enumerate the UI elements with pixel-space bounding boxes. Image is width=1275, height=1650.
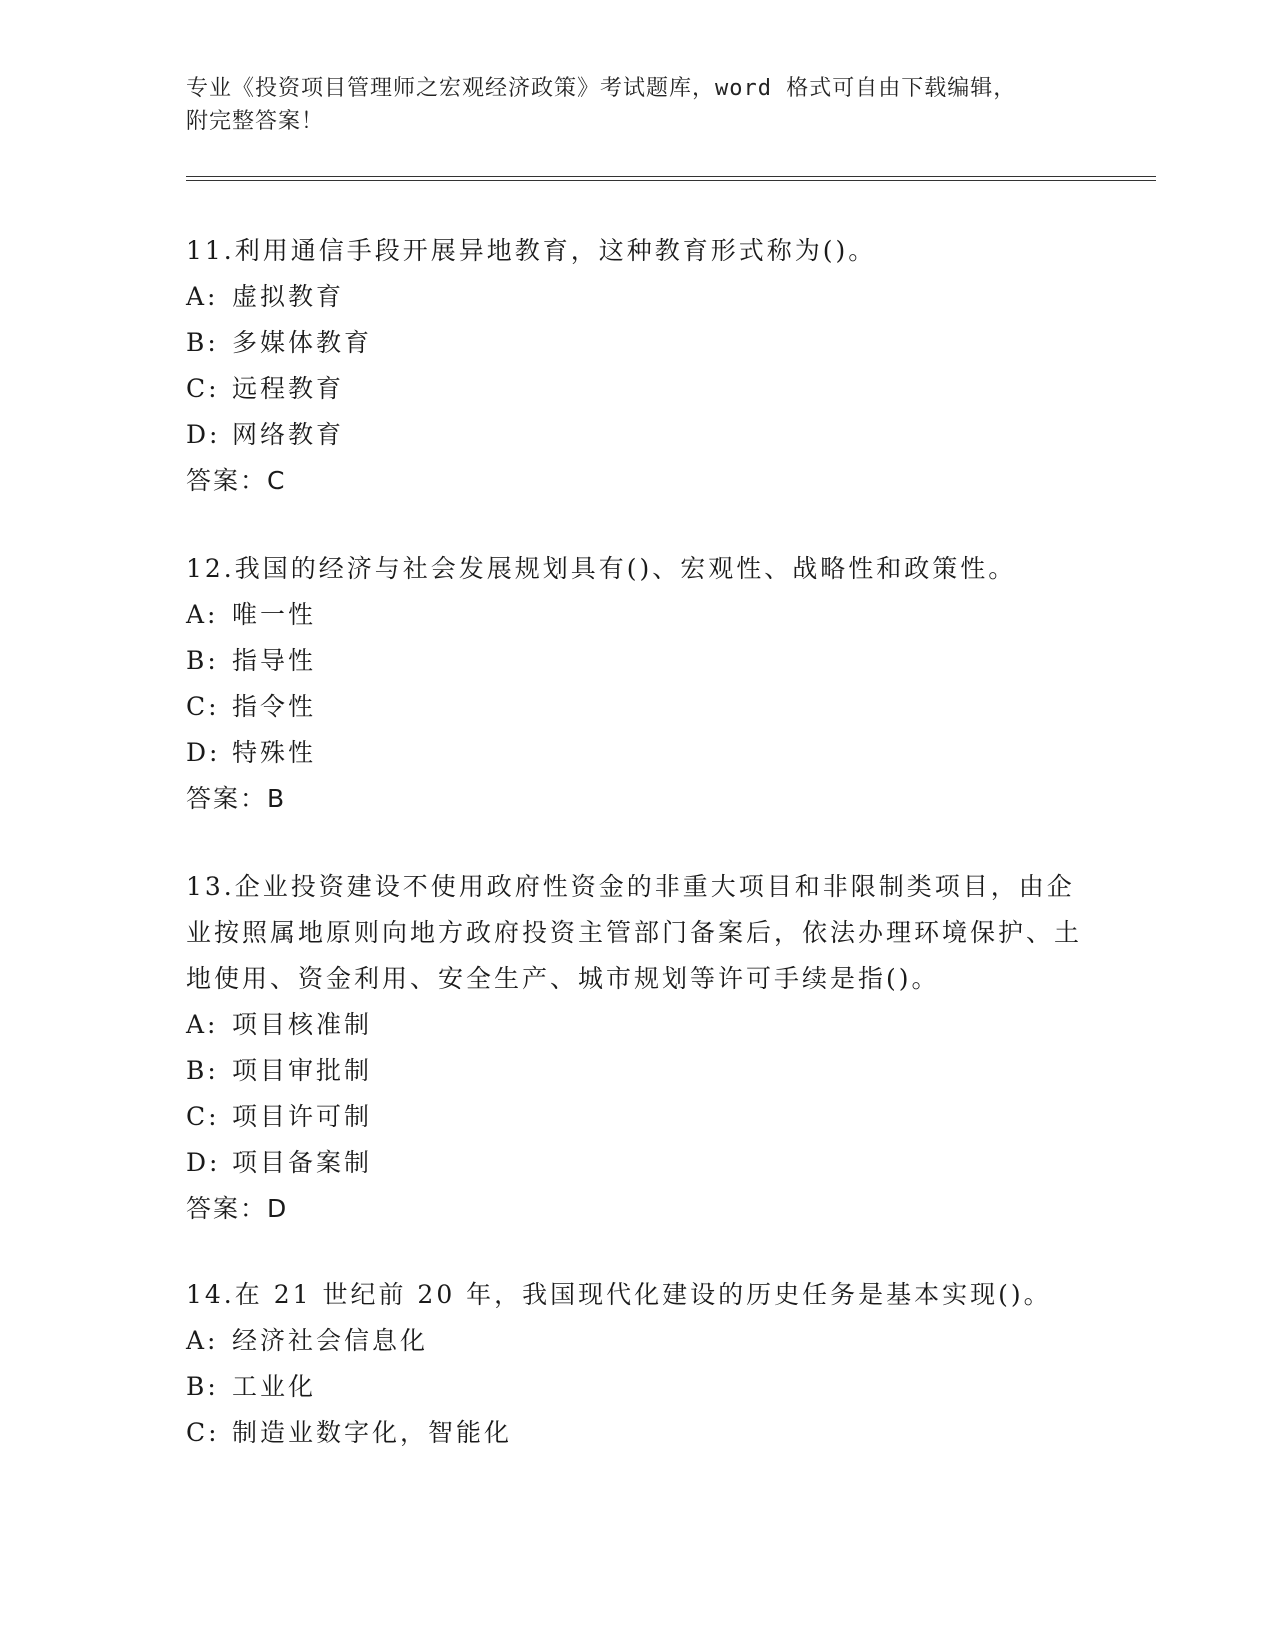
option-letter: B: bbox=[186, 328, 219, 357]
option-a bbox=[186, 1002, 1086, 1048]
option-text: 多媒体教育 bbox=[232, 328, 373, 357]
answer-line: 答案：C bbox=[186, 466, 287, 495]
option-b bbox=[186, 1048, 1086, 1094]
question-stem: 14.在 21 世纪前 20 年，我国现代化建设的历史任务是基本实现()。 bbox=[186, 1280, 1052, 1309]
answer-line: 答案：D bbox=[186, 1194, 289, 1223]
question-14 bbox=[186, 1272, 1086, 1456]
question-stem: 11.利用通信手段开展异地教育，这种教育形式称为()。 bbox=[186, 236, 877, 265]
option-text: 项目备案制 bbox=[232, 1148, 373, 1177]
option-c bbox=[186, 366, 1086, 412]
header-divider bbox=[186, 176, 1156, 181]
option-text: 制造业数字化，智能化 bbox=[232, 1418, 513, 1447]
document-header bbox=[186, 72, 1086, 138]
option-a bbox=[186, 592, 1086, 638]
option-text: 项目核准制 bbox=[232, 1010, 373, 1039]
option-text: 特殊性 bbox=[232, 738, 317, 767]
option-text: 指令性 bbox=[232, 692, 317, 721]
option-a bbox=[186, 274, 1086, 320]
option-letter: C: bbox=[186, 1102, 220, 1131]
option-c bbox=[186, 684, 1086, 730]
option-text: 虚拟教育 bbox=[232, 282, 345, 311]
option-letter: A: bbox=[186, 1010, 219, 1039]
option-letter: A: bbox=[186, 600, 219, 629]
option-letter: A: bbox=[186, 1326, 219, 1355]
option-text: 工业化 bbox=[232, 1372, 317, 1401]
option-text: 经济社会信息化 bbox=[232, 1326, 429, 1355]
option-letter: C: bbox=[186, 374, 220, 403]
option-c bbox=[186, 1410, 1086, 1456]
option-c bbox=[186, 1094, 1086, 1140]
header-line-1: 专业《投资项目管理师之宏观经济政策》考试题库，word 格式可自由下载编辑， bbox=[186, 76, 1017, 101]
option-a bbox=[186, 1318, 1086, 1364]
header-line-2: 附完整答案！ bbox=[186, 109, 325, 134]
question-13 bbox=[186, 864, 1086, 1232]
option-letter: D: bbox=[186, 420, 221, 449]
option-b bbox=[186, 320, 1086, 366]
option-letter: D: bbox=[186, 1148, 221, 1177]
option-letter: A: bbox=[186, 282, 219, 311]
question-12 bbox=[186, 546, 1086, 822]
option-letter: C: bbox=[186, 692, 220, 721]
option-letter: C: bbox=[186, 1418, 220, 1447]
option-b bbox=[186, 638, 1086, 684]
question-stem: 13.企业投资建设不使用政府性资金的非重大项目和非限制类项目，由企业按照属地原则向地方政府投资主管部门备案后，依法办理环境保护、土地使用、资金利用、安全生产、城市规划等许可手续是指()。 bbox=[186, 872, 1083, 993]
option-b bbox=[186, 1364, 1086, 1410]
option-d bbox=[186, 412, 1086, 458]
option-text: 项目审批制 bbox=[232, 1056, 373, 1085]
option-text: 远程教育 bbox=[232, 374, 345, 403]
option-text: 项目许可制 bbox=[232, 1102, 373, 1131]
option-text: 网络教育 bbox=[232, 420, 345, 449]
option-d bbox=[186, 1140, 1086, 1186]
question-11 bbox=[186, 228, 1086, 504]
option-letter: B: bbox=[186, 1056, 219, 1085]
question-stem: 12.我国的经济与社会发展规划具有()、宏观性、战略性和政策性。 bbox=[186, 554, 1017, 583]
option-text: 指导性 bbox=[232, 646, 317, 675]
answer-line: 答案：B bbox=[186, 784, 287, 813]
option-letter: B: bbox=[186, 646, 219, 675]
option-letter: D: bbox=[186, 738, 221, 767]
option-letter: B: bbox=[186, 1372, 219, 1401]
option-text: 唯一性 bbox=[232, 600, 317, 629]
option-d bbox=[186, 730, 1086, 776]
